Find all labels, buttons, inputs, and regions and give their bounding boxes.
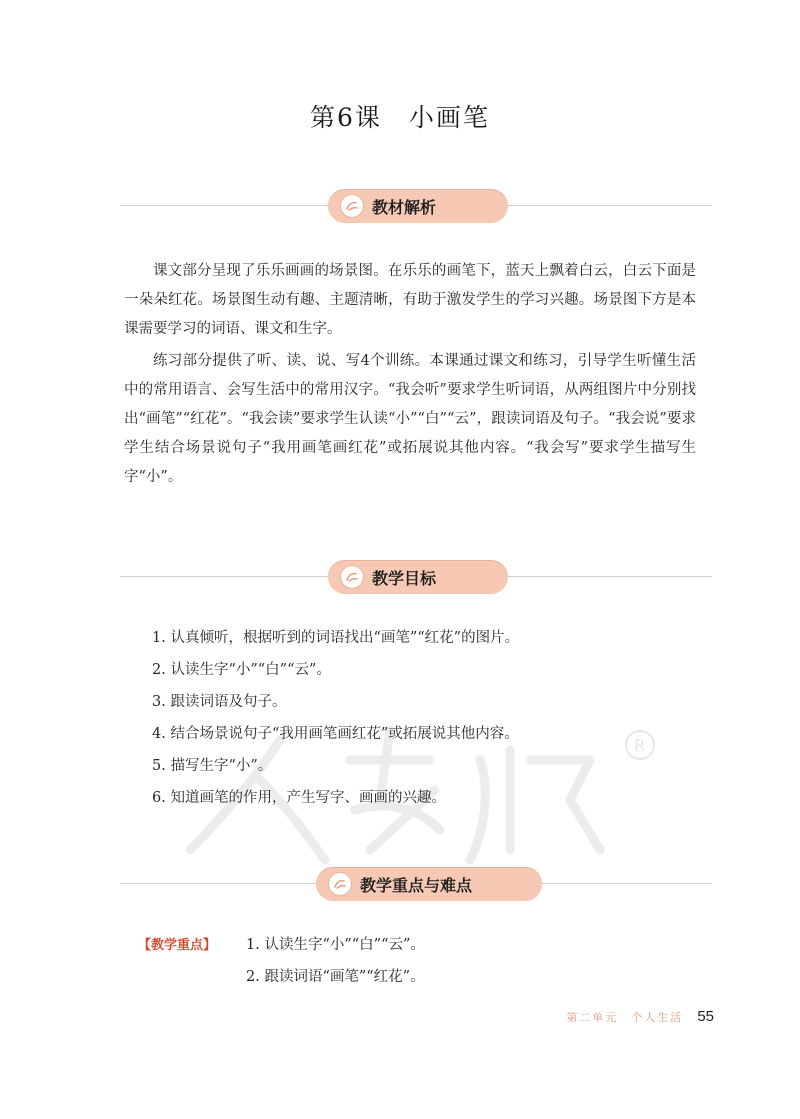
list-item: 2. 认读生字“小”“白”“云”。: [152, 662, 331, 678]
page-number: 55: [697, 1008, 714, 1025]
section-pill: [316, 867, 542, 901]
section-pill: [328, 189, 508, 223]
unit-title: 第二单元 个人生活: [566, 1011, 684, 1024]
page-footer: [566, 1008, 714, 1025]
keypoints-list: [246, 929, 425, 993]
objectives-list: [152, 622, 519, 814]
pen-swirl-icon: [340, 194, 364, 218]
analysis-paragraph-1: 课文部分呈现了乐乐画画的场景图。在乐乐的画笔下，蓝天上飘着白云，白云下面是一朵朵红花。场景图生动有趣、主题清晰，有助于激发学生的学习兴趣。场景图下方是本课需要学习的词语、课文和生字。: [124, 263, 696, 337]
section-title: 教学重点与难点: [360, 875, 473, 895]
analysis-paragraph-2: 练习部分提供了听、读、说、写4个训练。本课通过课文和练习，引导学生听懂生活中的常用语言、会写生活中的常用汉字。“我会听”要求学生听词语，从两组图片中分别找出“画笔”“红花”。“我会读”要求学生认读“小”“白”“云”，跟读词语及句子。“我会说”要求学生结合场景说句子“我用画笔画红花”或拓展说其他内容。“我会写”要求学生描写生字“小”。: [124, 353, 696, 485]
list-item: 1. 认读生字“小”“白”“云”。: [246, 937, 425, 953]
page-title: 第6课 小画笔: [310, 103, 490, 132]
section-pill: [328, 560, 508, 594]
section-title: 教学目标: [372, 568, 437, 588]
pen-swirl-icon: [328, 872, 352, 896]
section-header-objectives: [120, 560, 712, 594]
pen-swirl-icon: [340, 565, 364, 589]
list-item: 3. 跟读词语及句子。: [152, 694, 287, 710]
section-header-analysis: [120, 189, 712, 223]
list-item: 5. 描写生字“小”。: [152, 758, 273, 774]
list-item: 6. 知道画笔的作用，产生写字、画画的兴趣。: [152, 790, 446, 806]
svg-text:R: R: [634, 736, 646, 755]
section-header-keypoints: [120, 867, 712, 901]
list-item: 2. 跟读词语“画笔”“红花”。: [246, 969, 425, 985]
section-title: 教材解析: [372, 197, 437, 217]
list-item: 4. 结合场景说句子“我用画笔画红花”或拓展说其他内容。: [152, 726, 519, 742]
keypoints-label: 【教学重点】: [138, 938, 217, 953]
list-item: 1. 认真倾听，根据听到的词语找出“画笔”“红花”的图片。: [152, 630, 520, 646]
